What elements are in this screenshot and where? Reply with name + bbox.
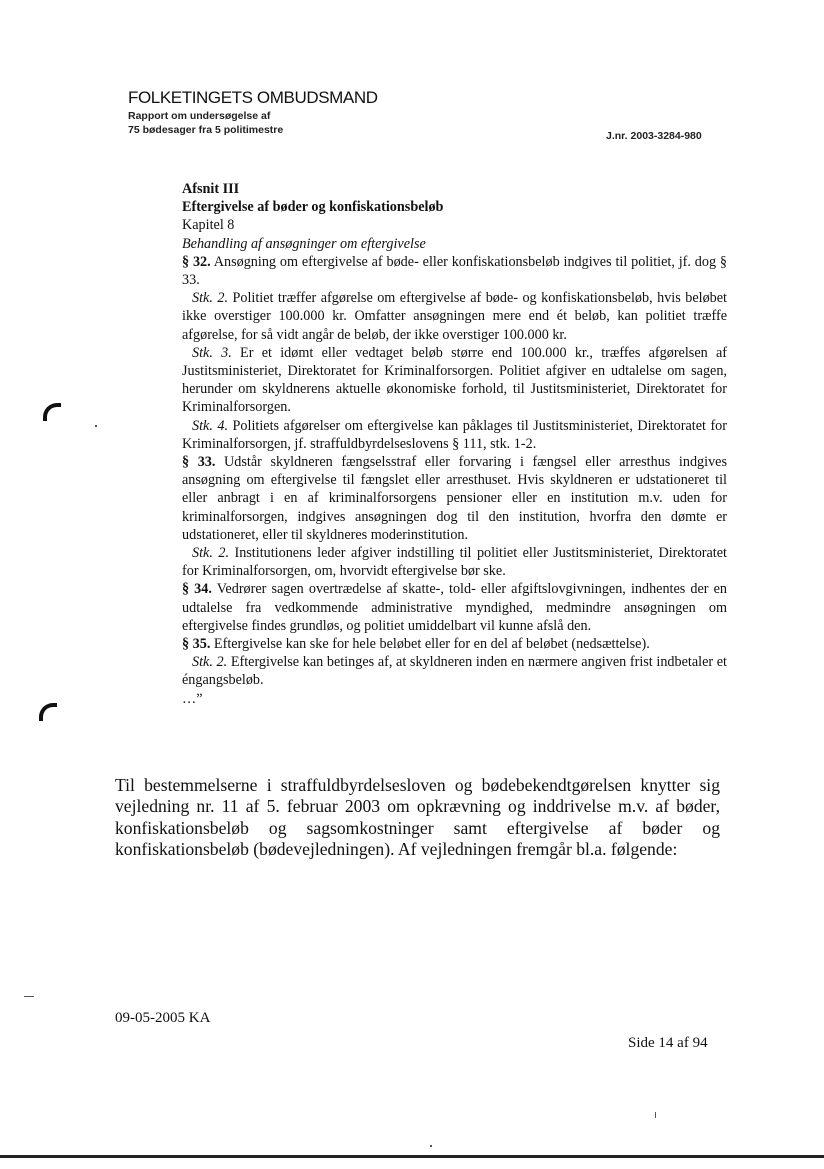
stk-label: Stk. 3. <box>192 344 232 361</box>
journal-number: J.nr. 2003-3284-980 <box>606 130 702 142</box>
scan-speck <box>655 1112 656 1118</box>
quote-ellipsis: …” <box>182 690 203 707</box>
organization-name: FOLKETINGETS OMBUDSMAND <box>128 88 378 107</box>
paragraph-35 <box>182 635 727 653</box>
page-number: Side 14 af 94 <box>628 1035 708 1051</box>
stk-label: Stk. 2. <box>192 545 229 562</box>
paragraph-32-stk-3 <box>182 344 727 417</box>
section-title: Eftergivelse af bøder og konfiskationsbeløb <box>182 199 444 216</box>
paragraph-33 <box>182 453 727 544</box>
scan-speck <box>95 425 97 427</box>
quoted-regulation <box>182 180 727 708</box>
page-bottom-rule <box>0 1155 824 1158</box>
stk-text: Er et idømt eller vedtaget beløb større end 100.000 kr., træffes afgørelsen af Justitsministeriet, Direktoratet for Kriminalforsorgen. Politiet afgiver en udtalelse om sagen, herunder om skyldnerens aktuelle økonomiske forhold, til Justitsministeriet, Direktoratet for Kriminalforsorgen. <box>182 344 727 416</box>
paragraph-34 <box>182 580 727 635</box>
body-paragraph: Til bestemmelserne i straffuldbyrdelsesloven og bødebekendtgørelsen knytter sig vejledning nr. 11 af 5. februar 2003 om opkrævning og inddrivelse m.v. af bøder, konfiskationsbeløb og sagsomkostninger samt eftergivelse af bøder og konfiskationsbeløb (bødevejledningen). Af vejledningen fremgår bl.a. følgende: <box>115 775 720 860</box>
stk-text: Institutionens leder afgiver indstilling til politiet eller Justitsministeriet, Direktoratet for Kriminalforsorgen, om, hvorvidt eftergivelse bør ske. <box>182 545 727 580</box>
paragraph-33-stk-2 <box>182 544 727 580</box>
stk-label: Stk. 2. <box>192 290 228 307</box>
paragraph-32 <box>182 253 727 289</box>
stk-text: Eftergivelse kan betinges af, at skyldneren inden en nærmere angiven frist indbetaler et éngangsbeløb. <box>182 654 727 689</box>
scan-speck <box>24 996 34 997</box>
paragraph-text: Vedrører sagen overtrædelse af skatte-, told- eller afgiftslovgivningen, indhentes der en udtalelse fra vedkommende administrative myndighed, medmindre ansøgningen om eftergivelse findes grundløs, og politiet umiddelbart vil kunne afslå den. <box>182 581 728 634</box>
stk-label: Stk. 4. <box>192 417 229 434</box>
paragraph-number: § 35. <box>182 636 211 653</box>
paragraph-text: Ansøgning om eftergivelse af bøde- eller konfiskationsbeløb indgives til politiet, jf. dog § 33. <box>182 253 728 289</box>
report-subtitle-line-1: Rapport om undersøgelse af <box>128 110 271 122</box>
margin-mark <box>43 403 61 421</box>
chapter-subtitle: Behandling af ansøgninger om eftergivelse <box>182 235 426 252</box>
paragraph-text: Eftergivelse kan ske for hele beløbet eller for en del af beløbet (nedsættelse). <box>210 636 650 653</box>
chapter-label: Kapitel 8 <box>182 217 235 234</box>
paragraph-number: § 32. <box>182 253 211 270</box>
footer-date: 09-05-2005 KA <box>115 1010 211 1026</box>
paragraph-number: § 33. <box>182 454 216 471</box>
paragraph-text: Udstår skyldneren fængselsstraf eller forvaring i fængsel eller arresthus indgives ansøgning om eftergivelse til fængslet eller arresthuset. Hvis skyldneren er udstationeret til eller anbragt i en af kriminalforsorgens pensioner eller en institution m.v. uden for kriminalforsorgen, indgives ansøgningen dog til den institution, hvorfra den dømte er udstationeret, eller til skyldneres moderinstitution. <box>182 454 727 543</box>
section-heading: Afsnit III <box>182 181 240 197</box>
margin-mark <box>39 703 57 721</box>
report-subtitle-line-2: 75 bødesager fra 5 politimestre <box>128 124 284 136</box>
stk-text: Politiet træffer afgørelse om eftergivelse af bøde- og konfiskationsbeløb, hvis beløbet ikke overstiger 100.000 kr. Omfatter ansøgningen mere end ét beløb, kan politiet træffe afgørelse, for så vidt angår de beløb, der ikke overstiger 100.000 kr. <box>182 290 727 343</box>
paragraph-35-stk-2 <box>182 653 727 689</box>
paragraph-number: § 34. <box>182 581 212 598</box>
paragraph-32-stk-2 <box>182 289 727 344</box>
scan-speck <box>430 1145 432 1147</box>
stk-label: Stk. 2. <box>192 654 228 671</box>
stk-text: Politiets afgørelser om eftergivelse kan påklages til Justitsministeriet, Direktoratet for Kriminalforsorgen, jf. straffuldbyrdelseslovens § 111, stk. 1-2. <box>182 417 727 452</box>
paragraph-32-stk-4 <box>182 417 727 453</box>
